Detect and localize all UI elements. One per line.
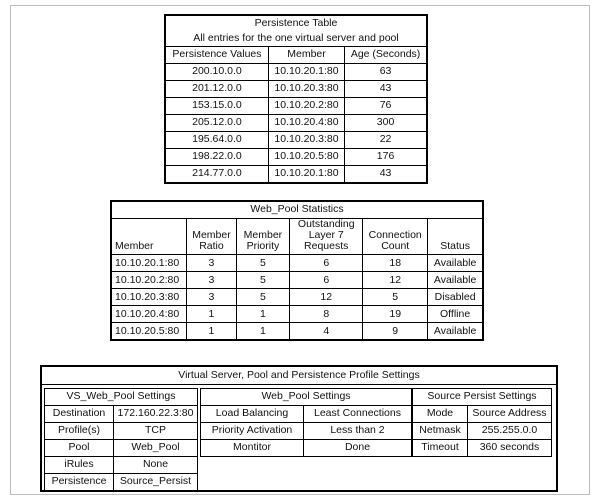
- age: 63: [345, 64, 427, 81]
- table-row: [165, 115, 427, 132]
- connection-count: 9: [363, 323, 428, 341]
- member-priority: 5: [236, 255, 290, 272]
- table-row: [45, 423, 198, 440]
- age: 76: [345, 98, 427, 115]
- setting-value: Less than 2: [304, 423, 412, 440]
- table-row: [413, 440, 552, 457]
- column-header: Member Ratio: [187, 219, 236, 255]
- divider: [42, 384, 556, 385]
- table-row: [45, 406, 198, 423]
- setting-value: 255.255.0.0: [468, 423, 552, 440]
- member: 10.10.20.4:80: [111, 306, 187, 323]
- status: Available: [428, 272, 483, 289]
- persistence-value: 205.12.0.0: [165, 115, 268, 132]
- column-header: Status: [428, 219, 483, 255]
- status: Offline: [428, 306, 483, 323]
- vs-web-pool-settings-title: VS_Web_Pool Settings: [45, 389, 198, 406]
- table-row: [45, 474, 198, 491]
- table-row: [111, 289, 483, 306]
- persistence-value: 201.12.0.0: [165, 81, 268, 98]
- status: Available: [428, 255, 483, 272]
- setting-value: TCP: [114, 423, 198, 440]
- status: Disabled: [428, 289, 483, 306]
- outstanding-requests: 6: [290, 272, 363, 289]
- member: 10.10.20.1:80: [111, 255, 187, 272]
- setting-name: Timeout: [413, 440, 468, 457]
- connection-count: 19: [363, 306, 428, 323]
- setting-name: Destination: [45, 406, 114, 423]
- column-header: Outstanding Layer 7 Requests: [290, 219, 363, 255]
- status: Available: [428, 323, 483, 341]
- setting-value: Source Address: [468, 406, 552, 423]
- table-row: [111, 272, 483, 289]
- setting-name: Pool: [45, 440, 114, 457]
- column-header: Member: [268, 47, 344, 64]
- table-row: [413, 423, 552, 440]
- member-ratio: 3: [187, 255, 236, 272]
- persistence-table-title: Persistence Table: [165, 15, 427, 31]
- outstanding-requests: 4: [290, 323, 363, 341]
- table-row: [165, 81, 427, 98]
- member-ratio: 3: [187, 272, 236, 289]
- connection-count: 12: [363, 272, 428, 289]
- table-row: [45, 440, 198, 457]
- table-row: [165, 98, 427, 115]
- age: 176: [345, 149, 427, 166]
- persistence-value: 198.22.0.0: [165, 149, 268, 166]
- age: 22: [345, 132, 427, 149]
- connection-count: 18: [363, 255, 428, 272]
- setting-name: Netmask: [413, 423, 468, 440]
- age: 43: [345, 81, 427, 98]
- table-row: [201, 423, 412, 440]
- member: 10.10.20.5:80: [268, 149, 344, 166]
- setting-value: None: [114, 457, 198, 474]
- member-priority: 5: [236, 272, 290, 289]
- column-header: Member: [111, 219, 187, 255]
- pool-statistics-table: [110, 200, 484, 341]
- persistence-value: 195.64.0.0: [165, 132, 268, 149]
- persistence-value: 200.10.0.0: [165, 64, 268, 81]
- member: 10.10.20.2:80: [111, 272, 187, 289]
- persistence-value: 153.15.0.0: [165, 98, 268, 115]
- member: 10.10.20.3:80: [111, 289, 187, 306]
- outstanding-requests: 12: [290, 289, 363, 306]
- setting-value: 360 seconds: [468, 440, 552, 457]
- member: 10.10.20.4:80: [268, 115, 344, 132]
- table-row: [111, 323, 483, 341]
- setting-name: Mode: [413, 406, 468, 423]
- pool-statistics-header: [111, 219, 483, 255]
- setting-value: 172.160.22.3:80: [114, 406, 198, 423]
- outstanding-requests: 8: [290, 306, 363, 323]
- column-header: Age (Seconds): [345, 47, 427, 64]
- member-priority: 1: [236, 306, 290, 323]
- setting-name: Load Balancing: [201, 406, 304, 423]
- column-header: Connection Count: [363, 219, 428, 255]
- pool-statistics-title: Web_Pool Statistics: [111, 201, 483, 219]
- setting-name: Montitor: [201, 440, 304, 457]
- member: 10.10.20.1:80: [268, 64, 344, 81]
- source-persist-settings-title: Source Persist Settings: [413, 389, 552, 406]
- table-row: [201, 440, 412, 457]
- age: 300: [345, 115, 427, 132]
- web-pool-settings-title: Web_Pool Settings: [201, 389, 412, 406]
- setting-value: Source_Persist: [114, 474, 198, 491]
- setting-name: iRules: [45, 457, 114, 474]
- member: 10.10.20.3:80: [268, 132, 344, 149]
- column-header: Persistence Values: [165, 47, 268, 64]
- table-row: [165, 149, 427, 166]
- table-row: [165, 166, 427, 184]
- vs-web-pool-settings-table: [44, 388, 198, 491]
- member-priority: 5: [236, 289, 290, 306]
- setting-name: Persistence: [45, 474, 114, 491]
- member: 10.10.20.3:80: [268, 81, 344, 98]
- persistence-table-header: [165, 47, 427, 64]
- persistence-table-subtitle: All entries for the one virtual server and pool: [165, 31, 427, 47]
- table-row: [165, 132, 427, 149]
- persistence-value: 214.77.0.0: [165, 166, 268, 184]
- setting-value: Done: [304, 440, 412, 457]
- age: 43: [345, 166, 427, 184]
- source-persist-settings-table: [412, 388, 552, 457]
- table-row: [413, 406, 552, 423]
- web-pool-settings-table: [200, 388, 412, 457]
- setting-name: Profile(s): [45, 423, 114, 440]
- member-ratio: 3: [187, 289, 236, 306]
- persistence-table: [164, 14, 428, 184]
- member-ratio: 1: [187, 323, 236, 341]
- profile-settings-title: Virtual Server, Pool and Persistence Profile Settings: [178, 369, 420, 381]
- member: 10.10.20.5:80: [111, 323, 187, 341]
- table-row: [45, 457, 198, 474]
- member-ratio: 1: [187, 306, 236, 323]
- setting-name: Priority Activation: [201, 423, 304, 440]
- outstanding-requests: 6: [290, 255, 363, 272]
- setting-value: Least Connections: [304, 406, 412, 423]
- table-row: [165, 64, 427, 81]
- setting-value: Web_Pool: [114, 440, 198, 457]
- table-row: [111, 306, 483, 323]
- member-priority: 1: [236, 323, 290, 341]
- column-header: Member Priority: [236, 219, 290, 255]
- profile-settings-panel: [40, 365, 558, 492]
- table-row: [111, 255, 483, 272]
- connection-count: 5: [363, 289, 428, 306]
- table-row: [201, 406, 412, 423]
- member: 10.10.20.1:80: [268, 166, 344, 184]
- member: 10.10.20.2:80: [268, 98, 344, 115]
